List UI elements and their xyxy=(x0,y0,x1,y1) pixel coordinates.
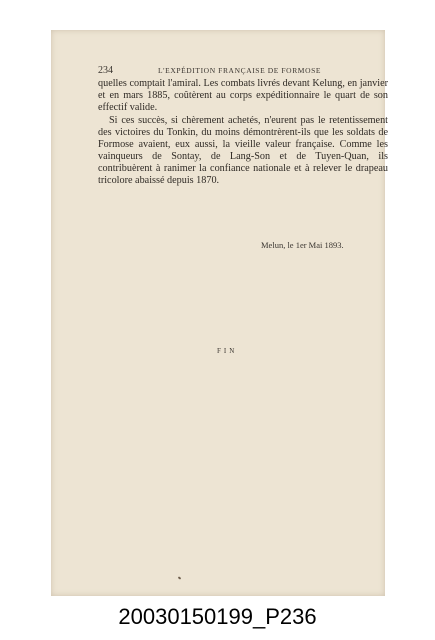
paper-speck xyxy=(178,576,182,579)
body-text xyxy=(98,78,388,187)
book-page xyxy=(51,30,388,596)
running-head xyxy=(98,65,388,77)
signature-line: Melun, le 1er Mai 1893. xyxy=(261,240,344,250)
page-number: 234 xyxy=(98,65,113,76)
paragraph: Si ces succès, si chèrement achetés, n'eurent pas le retentissement des victoires du Tonkin, du moins démontrèrent-ils que les soldats de Formose avaient, eux aussi, la vieille valeur française. Comme les vainqueurs de Sontay, de Lang-Son et de Tuyen-Quan, ils contribuèrent à ranimer la confiance nationale et à relever le drapeau tricolore abaissé depuis 1870. xyxy=(98,115,388,186)
paragraph: quelles comptait l'amiral. Les combats livrés devant Kelung, en janvier et en mars 1885, coûtèrent au corps expéditionnaire le quart de son effectif valide. xyxy=(98,78,388,113)
image-id-label: 20030150199_P236 xyxy=(118,604,317,629)
end-mark: FIN xyxy=(217,347,238,355)
running-head-title: L'EXPÉDITION FRANÇAISE DE FORMOSE xyxy=(158,66,322,75)
